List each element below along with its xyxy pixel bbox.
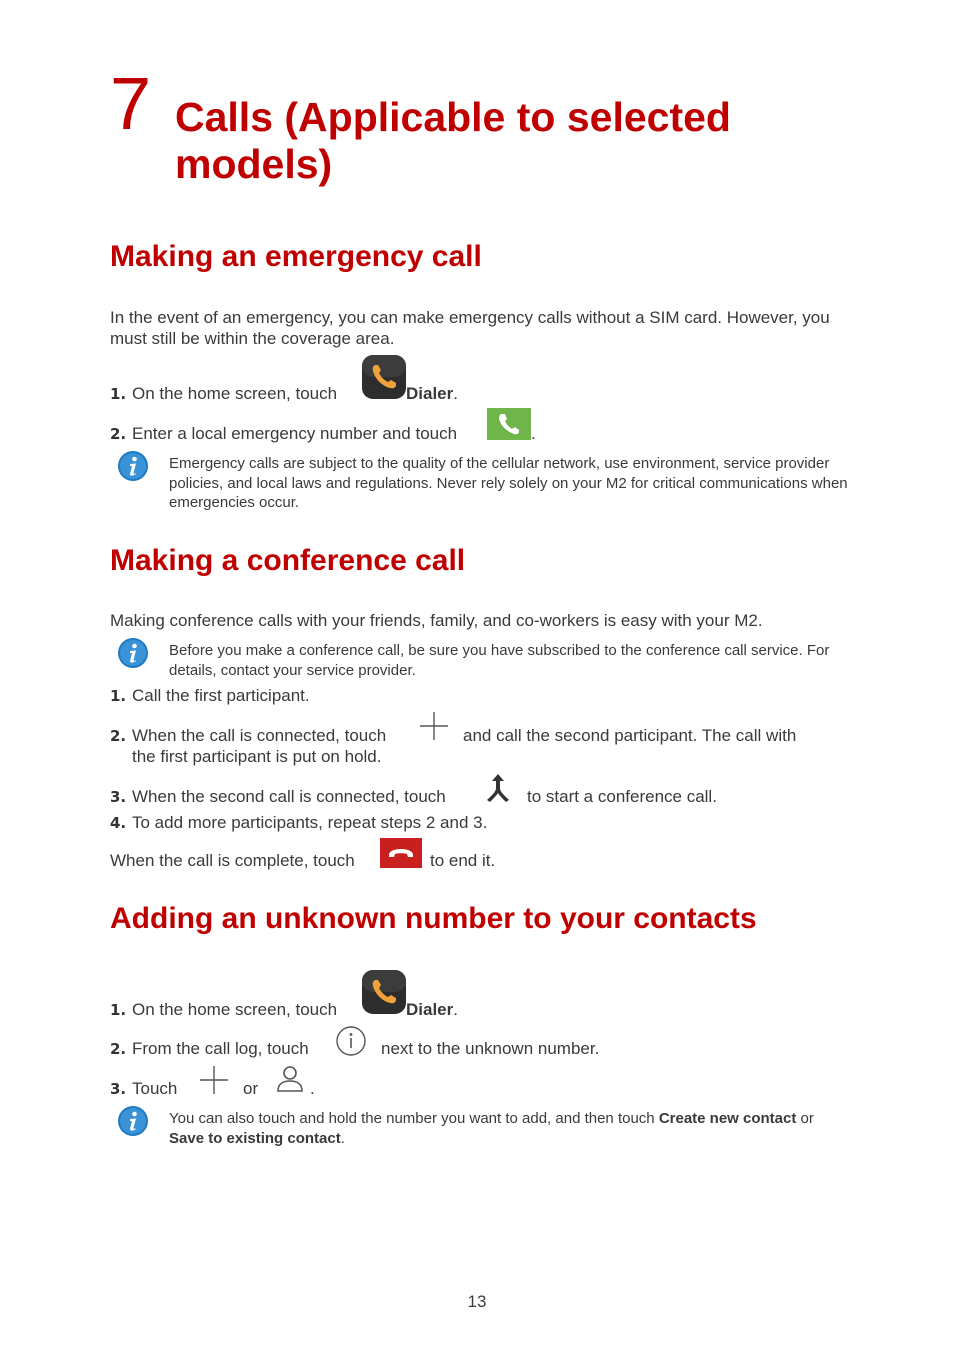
section-title-emergency: Making an emergency call	[110, 240, 482, 273]
step-number: 1.	[110, 1001, 127, 1019]
step-text: When the call is connected, touch	[132, 726, 387, 745]
step-text-cont: to start a conference call.	[527, 787, 717, 806]
create-new-contact-label: Create new contact	[658, 1110, 797, 1127]
step-end: .	[453, 384, 458, 403]
step-end: .	[531, 424, 536, 443]
step-number: 3.	[110, 788, 127, 806]
info-icon	[117, 450, 149, 487]
step-text-cont: the first participant is put on hold.	[132, 747, 382, 766]
save-existing-contact-label: Save to existing contact	[169, 1129, 341, 1147]
contact-icon[interactable]	[275, 1064, 305, 1099]
step-number: 1.	[110, 687, 127, 705]
call-button-icon[interactable]	[487, 408, 531, 445]
step-end: .	[453, 1000, 458, 1019]
info-icon	[117, 637, 149, 674]
step-number: 4.	[110, 814, 127, 832]
step-number: 2.	[110, 727, 127, 745]
conference-note: Before you make a conference call, be sure you have subscribed to the conference call service. For details, contact your service provider.	[169, 642, 830, 679]
step-text: Touch	[132, 1079, 178, 1098]
or-text: or	[243, 1079, 259, 1098]
conference-end-text: When the call is complete, touch	[110, 851, 355, 870]
chapter-title: Calls (Applicable to selected models)	[175, 94, 731, 187]
dialer-app-icon[interactable]	[361, 969, 407, 1020]
step-number: 2.	[110, 1040, 127, 1058]
conference-end-text-b: to end it.	[430, 851, 496, 870]
note-text: .	[340, 1129, 345, 1147]
merge-call-icon[interactable]	[483, 772, 513, 809]
step-text-cont: and call the second participant. The call with	[463, 726, 797, 745]
section-title-unknown: Adding an unknown number to your contacts	[110, 902, 757, 935]
end-call-icon[interactable]	[380, 838, 422, 873]
conference-step-2	[110, 725, 386, 747]
emergency-step-2	[110, 423, 457, 445]
unknown-step-3	[110, 1078, 177, 1100]
section-title-conference: Making a conference call	[110, 544, 466, 577]
unknown-note	[169, 1109, 849, 1148]
step-number: 2.	[110, 425, 127, 443]
note-text: You can also touch and hold the number you want to add, and then touch	[169, 1110, 659, 1127]
step-number: 1.	[110, 385, 127, 403]
step-text: When the second call is connected, touch	[132, 787, 446, 806]
step-text: From the call log, touch	[132, 1039, 309, 1058]
emergency-note: Emergency calls are subject to the quality of the cellular network, use environment, service provider policies, and local laws and regulations. Never rely solely on your M2 for critical communications when emergencies occur.	[169, 455, 848, 511]
note-text: or	[796, 1110, 814, 1127]
conference-step-4	[110, 812, 487, 834]
unknown-step-1	[110, 999, 337, 1021]
step-text: Enter a local emergency number and touch	[132, 424, 458, 443]
conference-intro: Making conference calls with your friends, family, and co-workers is easy with your M2.	[110, 611, 763, 630]
dialer-label: Dialer	[406, 1000, 454, 1019]
conference-step-3	[110, 786, 446, 808]
add-call-icon[interactable]	[418, 710, 450, 747]
emergency-step-1	[110, 383, 337, 405]
page-number: 13	[467, 1292, 487, 1311]
add-contact-icon[interactable]	[198, 1064, 230, 1101]
info-icon	[117, 1105, 149, 1142]
dialer-label: Dialer	[406, 384, 454, 403]
step-text: On the home screen, touch	[132, 384, 338, 403]
unknown-step-2	[110, 1038, 309, 1060]
step-end: .	[310, 1079, 315, 1098]
step-text-cont: next to the unknown number.	[381, 1039, 600, 1058]
step-number: 3.	[110, 1080, 127, 1098]
details-icon[interactable]	[335, 1025, 367, 1062]
step-text: To add more participants, repeat steps 2 and 3.	[132, 813, 488, 832]
step-text: On the home screen, touch	[132, 1000, 338, 1019]
emergency-intro: In the event of an emergency, you can make emergency calls without a SIM card. However, you must still be within the coverage area.	[110, 308, 830, 348]
dialer-app-icon[interactable]	[361, 354, 407, 405]
step-text: Call the first participant.	[132, 686, 310, 705]
chapter-number: 7	[110, 62, 152, 145]
conference-step-1	[110, 685, 310, 707]
